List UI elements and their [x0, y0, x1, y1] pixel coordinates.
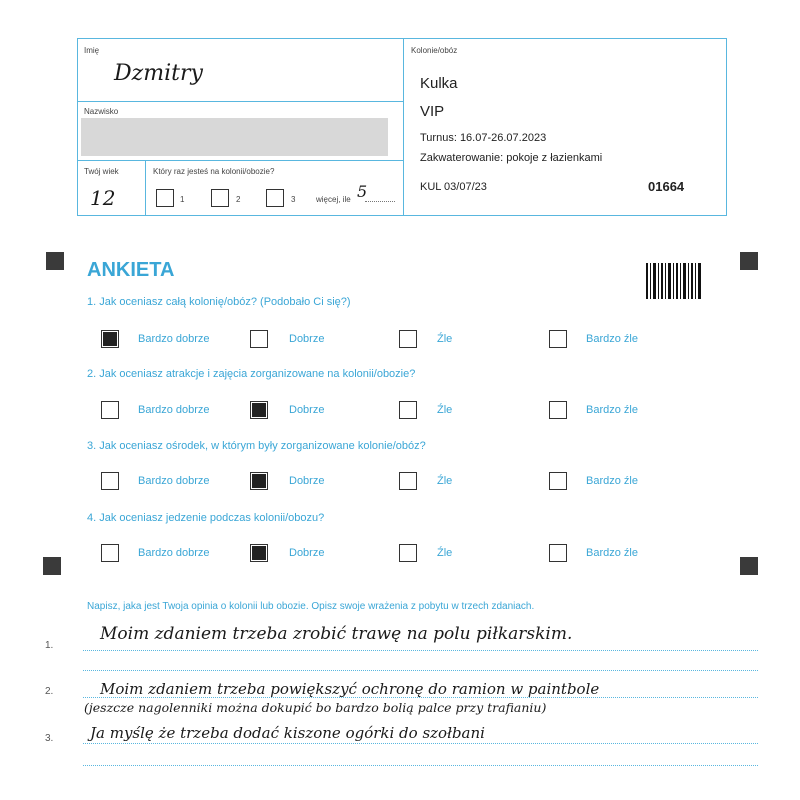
rating-checkbox[interactable]: [250, 472, 268, 490]
wiek-value[interactable]: 12: [90, 186, 116, 210]
rating-option-label: Dobrze: [289, 404, 325, 416]
question-text: 2. Jak oceniasz atrakcje i zajęcia zorganizowane na kolonii/obozie?: [87, 368, 416, 380]
rating-option-label: Źle: [437, 404, 453, 416]
line-number: 1.: [45, 640, 54, 651]
answer-2-continued[interactable]: (jeszcze nagolenniki można dokupić bo bardzo bolią palce przy trafianiu): [84, 700, 547, 715]
header-divider: [403, 39, 404, 216]
barcode-icon: [646, 263, 701, 299]
answer-line: [83, 650, 758, 651]
kolonia-name: Kulka: [420, 75, 458, 92]
answer-line: [83, 765, 758, 766]
rating-option-label: Bardzo źle: [586, 404, 638, 416]
answer-line: [83, 743, 758, 744]
rating-option-label: Bardzo źle: [586, 547, 638, 559]
ktory-raz-checkbox-2[interactable]: [211, 189, 229, 207]
rating-option-label: Bardzo dobrze: [138, 333, 210, 345]
registration-marker: [43, 557, 61, 575]
rating-option-label: Bardzo dobrze: [138, 404, 210, 416]
kolonia-type: VIP: [420, 103, 445, 120]
answer-line: [83, 697, 758, 698]
line-number: 2.: [45, 686, 54, 697]
rating-option-label: Bardzo źle: [586, 333, 638, 345]
rating-checkbox[interactable]: [101, 472, 119, 490]
age-divider: [145, 160, 146, 216]
rating-option-label: Bardzo dobrze: [138, 475, 210, 487]
nazwisko-redacted: [81, 118, 388, 156]
rating-option-label: Źle: [437, 475, 453, 487]
registration-marker: [740, 557, 758, 575]
imie-label: Imię: [84, 46, 100, 55]
rating-checkbox[interactable]: [549, 472, 567, 490]
answer-2[interactable]: Moim zdaniem trzeba powiększyć ochronę do ramion w paintbole: [100, 680, 600, 698]
rating-checkbox[interactable]: [101, 544, 119, 562]
rating-checkbox[interactable]: [399, 544, 417, 562]
rating-checkbox[interactable]: [399, 330, 417, 348]
rating-checkbox[interactable]: [250, 330, 268, 348]
kolonie-label: Kolonie/obóz: [411, 46, 458, 55]
turnus: Turnus: 16.07-26.07.2023: [420, 132, 547, 144]
rating-option-label: Źle: [437, 547, 453, 559]
ktory-raz-label: Który raz jesteś na kolonii/obozie?: [153, 167, 275, 176]
rating-option-label: Źle: [437, 333, 453, 345]
rating-option-label: Bardzo dobrze: [138, 547, 210, 559]
kod: KUL 03/07/23: [420, 181, 487, 193]
rating-checkbox[interactable]: [549, 330, 567, 348]
rating-option-label: Dobrze: [289, 547, 325, 559]
opinion-prompt: Napisz, jaka jest Twoja opinia o kolonii lub obozie. Opisz swoje wrażenia z pobytu w trzech zdaniach.: [87, 601, 535, 612]
ktory-raz-option-1: 1: [180, 195, 185, 204]
wiecej-line: [365, 201, 395, 202]
rating-option-label: Dobrze: [289, 333, 325, 345]
rating-checkbox[interactable]: [549, 544, 567, 562]
rating-checkbox[interactable]: [549, 401, 567, 419]
rating-checkbox[interactable]: [250, 544, 268, 562]
wiecej-label: więcej, ile: [316, 195, 351, 204]
row-divider: [78, 160, 403, 161]
ankieta-title: ANKIETA: [87, 259, 175, 281]
rating-checkbox[interactable]: [101, 330, 119, 348]
ktory-raz-option-3: 3: [291, 195, 296, 204]
header-box: [77, 38, 727, 216]
numer: 01664: [648, 179, 685, 194]
rating-option-label: Bardzo źle: [586, 475, 638, 487]
answer-3[interactable]: Ja myślę że trzeba dodać kiszone ogórki do szołbani: [90, 724, 485, 742]
question-text: 4. Jak oceniasz jedzenie podczas kolonii/obozu?: [87, 512, 325, 524]
registration-marker: [740, 252, 758, 270]
question-text: 1. Jak oceniasz całą kolonię/obóz? (Podobało Ci się?): [87, 296, 351, 308]
answer-1[interactable]: Moim zdaniem trzeba zrobić trawę na polu piłkarskim.: [100, 624, 573, 644]
ktory-raz-checkbox-1[interactable]: [156, 189, 174, 207]
nazwisko-label: Nazwisko: [84, 107, 119, 116]
question-text: 3. Jak oceniasz ośrodek, w którym były zorganizowane kolonie/obóz?: [87, 440, 426, 452]
registration-marker: [46, 252, 64, 270]
rating-option-label: Dobrze: [289, 475, 325, 487]
rating-checkbox[interactable]: [250, 401, 268, 419]
wiecej-value[interactable]: 5: [357, 182, 368, 201]
ktory-raz-option-2: 2: [236, 195, 241, 204]
zakwaterowanie: Zakwaterowanie: pokoje z łazienkami: [420, 152, 603, 164]
rating-checkbox[interactable]: [399, 472, 417, 490]
rating-checkbox[interactable]: [101, 401, 119, 419]
row-divider: [78, 101, 403, 102]
imie-value[interactable]: Dzmitry: [114, 61, 203, 86]
wiek-label: Twój wiek: [84, 167, 119, 176]
line-number: 3.: [45, 733, 54, 744]
answer-line: [83, 670, 758, 671]
rating-checkbox[interactable]: [399, 401, 417, 419]
ktory-raz-checkbox-3[interactable]: [266, 189, 284, 207]
